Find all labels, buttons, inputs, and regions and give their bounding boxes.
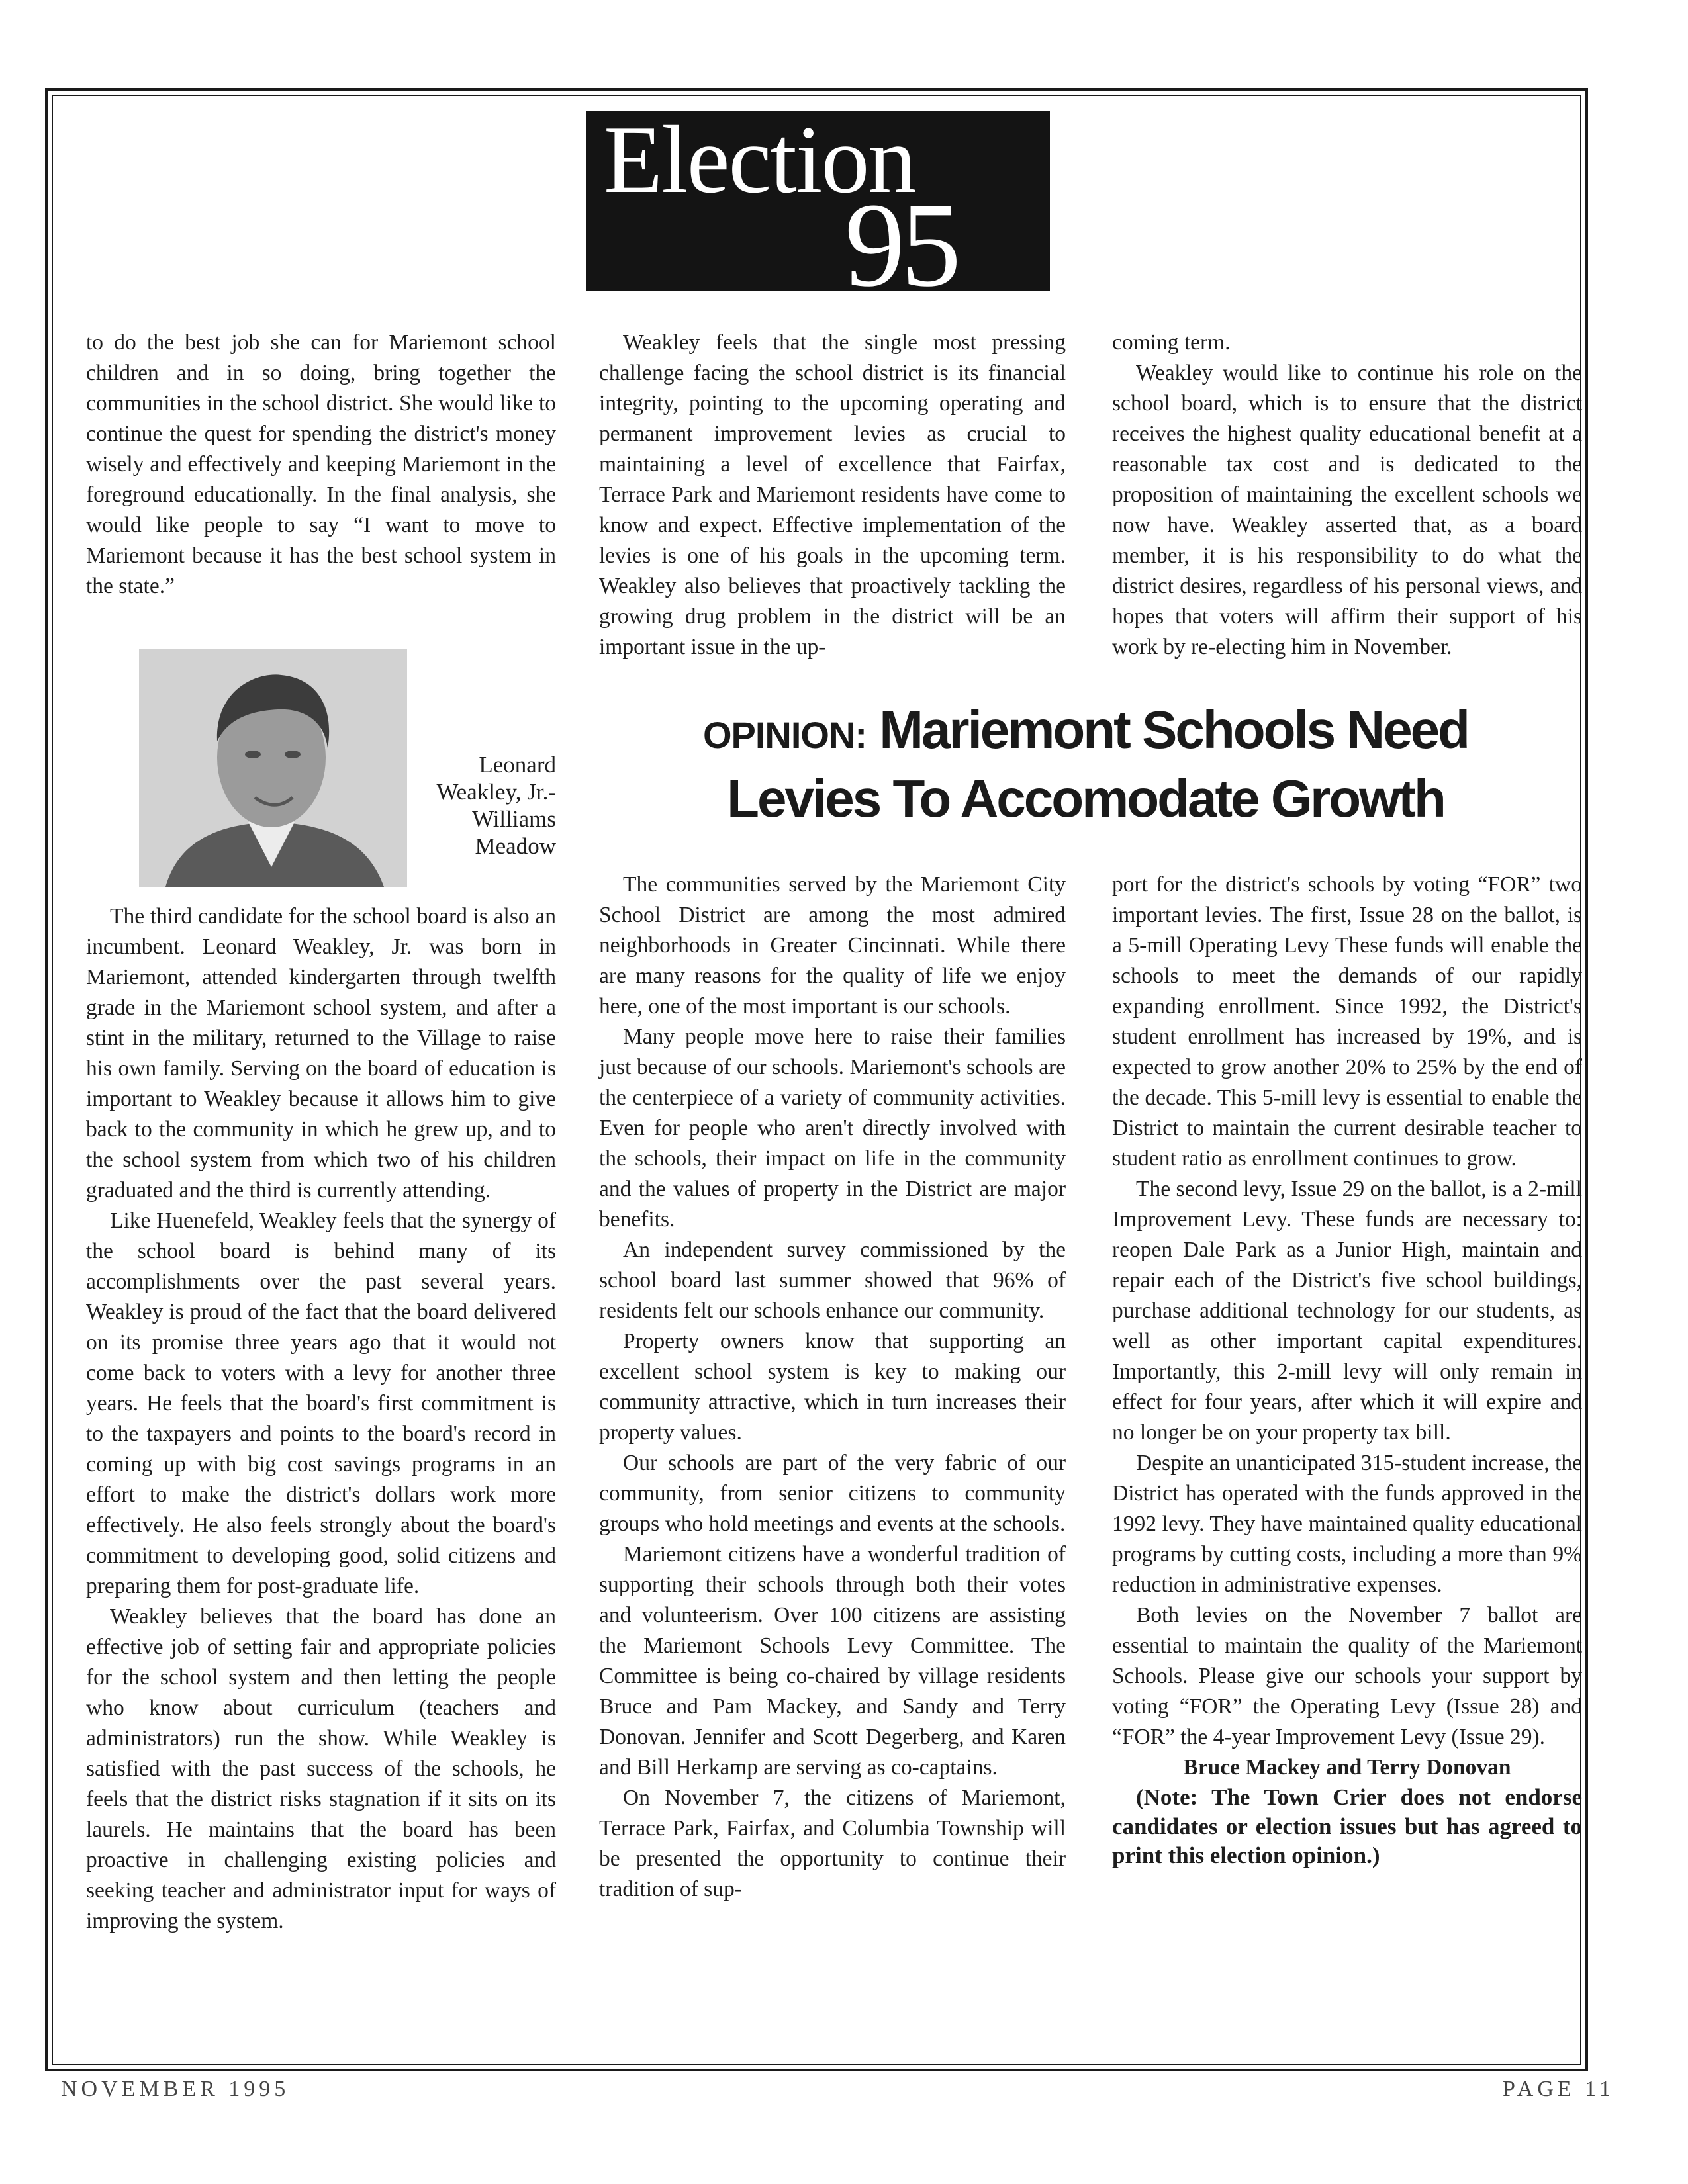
column-1-bottom [86, 901, 556, 1936]
paragraph: Weakley believes that the board has done an effective job of setting fair and appropriate policies for the school system and then letting the people who know about curriculum (teachers and administrators) run the show. While Weakley is satisfied with the past success of the schools, he feels that the district risks stagnation if it sits on its laurels. He maintains that the board has been proactive in challenging existing policies and seeking teacher and administrator input for ways of improving the system. [86, 1604, 556, 1933]
headline-kicker: OPINION: [702, 714, 867, 756]
headline-line-2: Levies To Accomodate Growth [727, 769, 1444, 828]
paragraph: Despite an unanticipated 315-student increase, the District has operated with the funds approved in the 1992 levy. They have maintained quality educational programs by cutting costs, including a more than 9% reduction in administrative expenses. [1112, 1451, 1582, 1597]
paragraph: Property owners know that supporting an excellent school system is key to making our community attractive, which in turn increases their property values. [599, 1329, 1066, 1445]
column-2-bottom [599, 870, 1066, 1905]
headline-line-1 [599, 698, 1572, 767]
headline-text-1: Mariemont Schools Need [879, 700, 1469, 759]
paragraph: The third candidate for the school board is also an incumbent. Leonard Weakley, Jr. was born in Mariemont, attended kindergarten through twelfth grade in the Mariemont school system, and after a stint in the military, returned to the Village to raise his own family. Serving on the board of education is important to Weakley because it allows him to give back to the community in which he grew up, and to the school system from which two of his children graduated and the third is currently attending. [86, 904, 556, 1203]
photo-caption: Leonard Weakley, Jr.- Williams Meadow [436, 752, 556, 859]
paragraph: Weakley would like to continue his role on the school board, which is to ensure that the district receives the highest quality educational benefit at a reasonable tax cost and is dedicated to the proposition of maintaining the excellent schools we now have. Weakley asserted that, as a board member, it is his responsibility to do what the district desires, regardless of his personal views, and hopes that voters will affirm their support of his work by re-electing him in November. [1112, 361, 1582, 659]
column-3-top [1112, 328, 1582, 662]
paragraph: Our schools are part of the very fabric of our community, from senior citizens to community groups who hold meetings and events at the schools. [599, 1451, 1066, 1536]
paragraph: Both levies on the November 7 ballot are essential to maintain the quality of the Mariemont Schools. Please give our schools your support by voting “FOR” the Operating Levy (Issue 28) and “FOR” the 4-year Improvement Levy (Issue 29). [1112, 1603, 1582, 1749]
paragraph: The communities served by the Mariemont City School District are among the most admired neighborhoods in Greater Cincinnati. While there are many reasons for the quality of life we enjoy here, one of the most important is our schools. [599, 872, 1066, 1019]
column-3-bottom [1112, 870, 1582, 1870]
candidate-photo [139, 649, 407, 887]
paragraph: coming term. [1112, 330, 1231, 355]
banner-year: 95 [845, 179, 957, 291]
opinion-headline [599, 698, 1572, 831]
footer-page-number: PAGE 11 [1503, 2077, 1615, 2101]
paragraph: On November 7, the citizens of Mariemont, Terrace Park, Fairfax, and Columbia Township will be presented the opportunity to continue their tradition of sup- [599, 1786, 1066, 1901]
paragraph: Mariemont citizens have a wonderful tradition of supporting their schools through both their votes and volunteerism. Over 100 citizens are assisting the Mariemont Schools Levy Committee. The Committee is being co-chaired by village residents Bruce and Pam Mackey, and Sandy and Terry Donovan. Jennifer and Scott Degerberg, and Karen and Bill Herkamp are serving as co-captains. [599, 1542, 1066, 1780]
footer-date: NOVEMBER 1995 [61, 2077, 290, 2101]
election-95-banner [586, 111, 1050, 291]
paragraph: Many people move here to raise their families just because of our schools. Mariemont's schools are the centerpiece of a variety of community activities. Even for people who aren't directly involved with the schools, their impact on life in the community and the values of property in the District are major benefits. [599, 1024, 1066, 1232]
paragraph: An independent survey commissioned by the school board last summer showed that 96% of residents felt our schools enhance our community. [599, 1238, 1066, 1323]
editor-note: (Note: The Town Crier does not endorse candidates or election issues but has agreed to print this election opinion.) [1112, 1784, 1582, 1868]
signature: Bruce Mackey and Terry Donovan [1183, 1755, 1511, 1780]
banner-word: Election [604, 111, 915, 213]
column-2-top [599, 328, 1066, 662]
paragraph: to do the best job she can for Mariemont school children and in so doing, bring together the communities in the school district. She would like to continue the quest for spending the district's money wisely and effectively and keeping Mariemont in the foreground educationally. In the final analysis, she would like people to say “I want to move to Mariemont because it has the best school system in the state.” [86, 330, 556, 598]
paragraph: port for the district's schools by voting “FOR” two important levies. The first, Issue 28 on the ballot, is a 5-mill Operating Levy These funds will enable the schools to meet the demands of our rapidly expanding enrollment. Since 1992, the District's student enrollment has increased by 19%, and is expected to grow another 20% to 25% by the end of the decade. This 5-mill levy is essential to enable the District to maintain the current desirable teacher to student ratio as enrollment continues to grow. [1112, 872, 1582, 1171]
paragraph: The second levy, Issue 29 on the ballot, is a 2-mill Improvement Levy. These funds are necessary to: reopen Dale Park as a Junior High, maintain and repair each of the District's five school buildings, purchase additional technology for our students, as well as other important capital expenditures. Importantly, this 2-mill levy will only remain in effect for four years, after which it will expire and no longer be on your property tax bill. [1112, 1177, 1582, 1445]
column-1-top [86, 328, 556, 602]
paragraph: Like Huenefeld, Weakley feels that the synergy of the school board is behind many of its accomplishments over the past several years. Weakley is proud of the fact that the board delivered on its promise three years ago that it would not come back to voters with a levy for another three years. He feels that the board's first commitment is to the taxpayers and points to the board's record in coming up with big cost savings programs in an effort to make the district's dollars work more effectively. He also feels strongly about the board's commitment to developing good, solid citizens and preparing them for post-graduate life. [86, 1208, 556, 1598]
portrait-image [139, 649, 407, 887]
paragraph: Weakley feels that the single most pressing challenge facing the school district is its financial integrity, pointing to the upcoming operating and permanent improvement levies as crucial to maintaining a level of excellence that Fairfax, Terrace Park and Mariemont residents have come to know and expect. Effective implementation of the levies is one of his goals in the upcoming term. Weakley also believes that proactively tackling the growing drug problem in the district will be an important issue in the up- [599, 330, 1066, 659]
